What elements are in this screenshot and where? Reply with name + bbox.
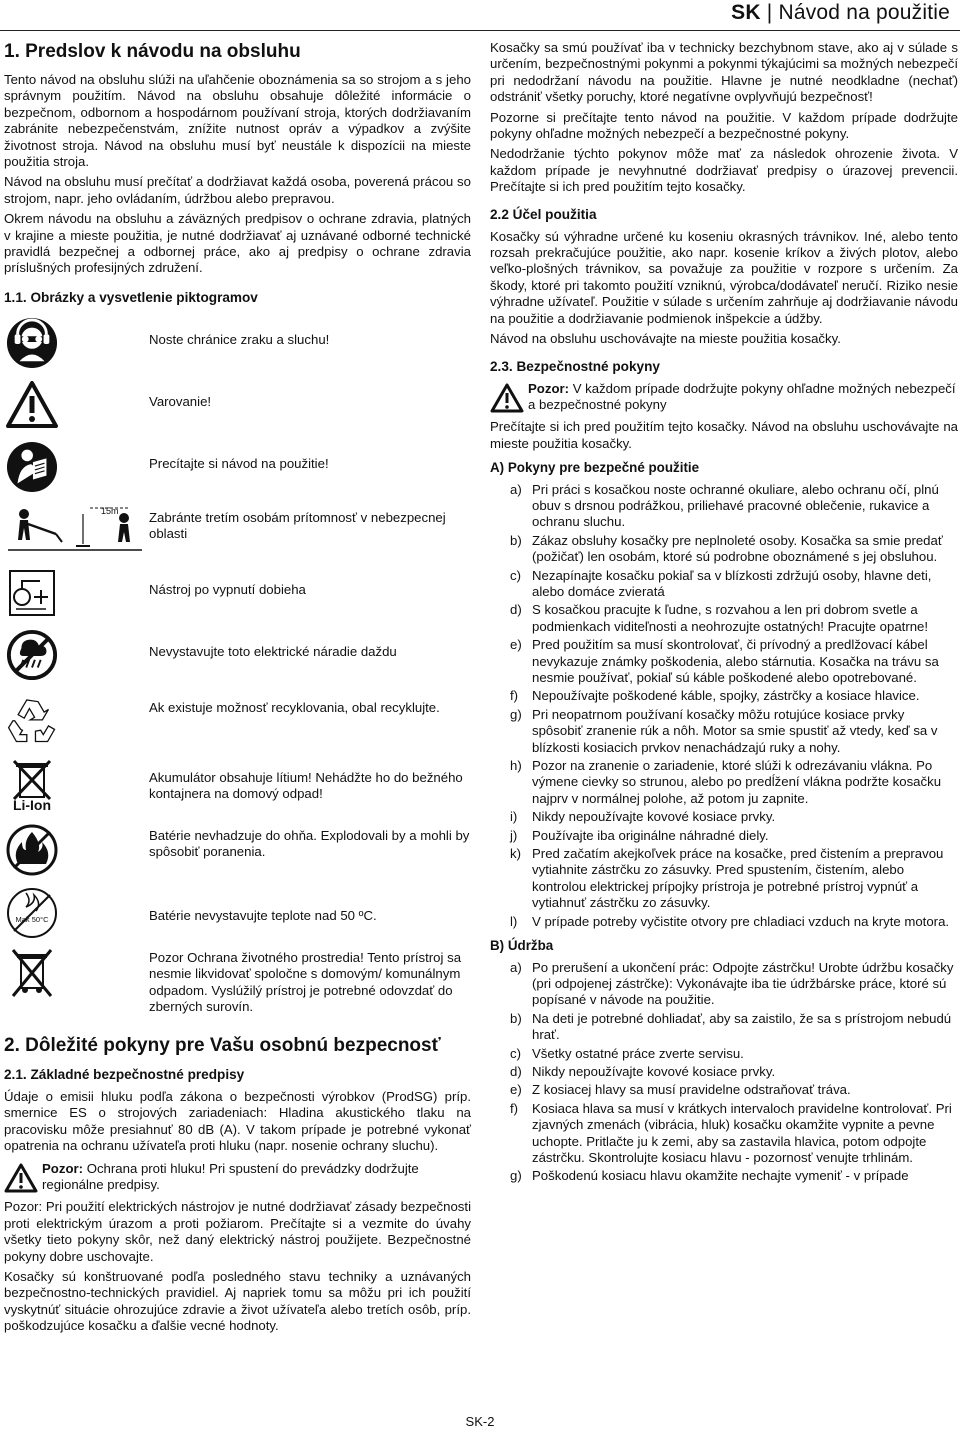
paragraph: Tento návod na obsluhu slúži na uľahčenie oboznámenia sa so strojom a s jeho správnym použitím. Návod na obsluhu obsahuje dôležité informácie o bezpečnom, odbornom a hospodárnom používaní stroja, ktorých dodržiavaním zabránite nebezpečenstvám, znížite nutnost opráv a výpadkov a zvýšite životnost stroja. Návod na obsluhu musí byť neustále k dispozícii na mieste použitia stroja. [4, 72, 471, 170]
section-2-2-heading: 2.2 Účel použitia [490, 206, 597, 222]
pictogram-list [4, 312, 471, 1030]
warning-icon [6, 381, 58, 429]
pictogram-row [4, 882, 471, 944]
pictogram-text: Precítajte si návod na použitie! [149, 455, 329, 471]
list-a [490, 482, 958, 931]
pictogram-text: Ak existuje možnosť recyklovania, obal recyklujte. [149, 699, 440, 715]
crossed-bin-icon [6, 946, 58, 1000]
pictogram-row [4, 498, 471, 562]
list-item: c) Všetky ostatné práce zverte servisu. [510, 1045, 744, 1061]
list-item: b) Na deti je potrebné dohliadať, aby sa zaistilo, že sa s prístrojom nebudú hrať. [510, 1010, 952, 1043]
pictogram-row [4, 818, 471, 882]
keep-bystanders-away-icon [6, 500, 146, 560]
section-1-1-heading: 1.1. Obrázky a vysvetlenie piktogramov [4, 289, 258, 305]
tool-runs-on-icon [6, 567, 58, 619]
list-item: c) Nezapínajte kosačku pokiaľ sa v blízkosti zdržujú osoby, hlavne deti, alebo domáce zvieratá [510, 567, 932, 599]
header-title: Návod na použitie [778, 1, 950, 24]
pictogram-row [4, 436, 471, 498]
list-item: g) Poškodenú kosiacu hlavu okamžite nechajte vymeniť - v prípade [510, 1168, 909, 1184]
list-item: l) V prípade potreby vyčistite otvory pre chladiaci vzduch na kryte motora. [510, 913, 950, 929]
no-rain-icon [6, 628, 58, 682]
header-separator: | [766, 1, 773, 24]
pictogram-row [4, 752, 471, 818]
pictogram-row [4, 944, 471, 1030]
section-2-heading: 2. Dôležité pokyny pre Vašu osobnú bezpecnosť [4, 1034, 441, 1056]
pictogram-row [4, 374, 471, 436]
max-temp-icon [6, 887, 58, 939]
pictogram-row [4, 312, 471, 374]
warning-icon [490, 383, 524, 413]
paragraph: Pozor: Pri použití elektrických nástrojov je nutné dodržiavať zásady bezpečnosti proti elektrickým úrazom a proti požiarom. Prečítajte si a vezmite do úvahy všetky tieto pokyny skôr, než daný elektrický nástroj použijete. Bezpečnostné pokyny dobre uschovajte. [4, 1199, 471, 1264]
page-header [731, 0, 950, 30]
svg-text:15m: 15m [101, 505, 119, 516]
warning-text: V každom prípade dodržujte pokyny ohľadne možných nebezpečí a bezpečnostné pokyny [528, 380, 956, 412]
read-manual-icon [6, 440, 58, 494]
header-divider [0, 30, 960, 31]
pictogram-text: Akumulátor obsahuje lítium! Nehádžte ho do bežného kontajnera na domový odpad! [149, 769, 463, 802]
pictogram-text: Nevystavujte toto elektrické náradie daždu [149, 643, 397, 659]
list-item: k) Pred začatím akejkoľvek práce na kosačke, pred čistením a prepravou vytiahnite zástrčku zo zásuvky. Pred spustením, čistením, alebo kontrolou elektrickej prípojky prístroja je potrebné prístroj vypnúť a vytiahnuť zástrčku zo zásuvky. [510, 846, 944, 911]
list-item: e) Pred použitím sa musí skontrolovať, či prívodný a predlžovací kábel nevykazuje známky poškodenia, alebo stárnutia. Kosačka na trávu sa nesmie používať, pokiaľ sú káble poškodené alebo opotrebované. [510, 637, 939, 685]
pictogram-text: Batérie nevystavujte teplote nad 50 ºC. [149, 907, 377, 923]
list-item: a) Po prerušení a ukončení prác: Odpojte zástrčku! Urobte údržbu kosačky (pri odpojenej zástrčke): Vykonávajte iba tie údržbárske práce, ktoré sú popísané v návode na použitie. [510, 959, 954, 1008]
pictogram-row [4, 686, 471, 752]
warning-label: Pozor: [42, 1160, 84, 1176]
list-item: e) Z kosiacej hlavy sa musí pravidelne odstraňovať tráva. [510, 1082, 851, 1098]
pictogram-row [4, 624, 471, 686]
page-number: SK-2 [465, 1414, 495, 1429]
warning-label: Pozor: [528, 380, 570, 396]
paragraph: Kosačky sú konštruované podľa posledného stavu techniky a uznávaných bezpečnostno-technických pravidiel. Aj napriek tomu sa môžu pri ich použití vyskytnúť situácie ohrozujúce zdravie a život užívateľa alebo tretích osôb, príp. poškodzujúce kosačku a ďalšie vecné hodnoty. [4, 1268, 471, 1334]
paragraph: Údaje o emisii hluku podľa zákona o bezpečnosti výrobkov (ProdSG) príp. smernice ES o strojových zariadeniach: Hladina akustického tlaku na pracovisku môže presiahnuť 80 dB (A). V takom prípade je potrebné vykonať opatrenia na ochranu užívateľa proti hluku (napr. nosenie ochrany sluchu). [4, 1088, 471, 1154]
section-1-heading: 1. Predslov k návodu na obsluhu [4, 41, 301, 62]
subsection-a-heading: A) Pokyny pre bezpečné použitie [490, 460, 700, 476]
list-item: d) S kosačkou pracujte k ľudne, s rozvahou a len pri dobrom svetle a podmienkach viditeľnosti a neohrozujte ostatných! Pracujte opatrne! [510, 602, 929, 634]
paragraph: Návod na obsluhu uschovávajte na mieste použitia kosačky. [490, 331, 841, 347]
paragraph: Kosačky sú výhradne určené ku koseniu okrasných trávnikov. Iné, alebo tento rozsah prekračujúce použitie, ako napr. kosenie kríkov a živých plotov, alebo veľko-plošných trávnikov, sa považuje za použitie v rozpore s určením. Za škody, ktoré pri takomto použití vzniknú, výrobca/dodávateľ neručí. Riziko nesie výhradne užívateľ. Použitie v súlade s určením zahrňuje aj dodržiavanie návodu na použitie a dodržiavanie podmienok inšpekcie a údžby. [490, 228, 958, 326]
pictogram-text: Noste chránice zraku a sluchu! [149, 331, 330, 347]
paragraph: Kosačky sa smú používať iba v technicky bezchybnom stave, ako aj v súlade s určením, bezpečnostnými pokynmi a pokynmi týkajúcimi sa možných nebezpečí pri nedodržaní návodu na použitie. Hlavne je nutné neodkladne (nechať) odstrániť všetky poruchy, ktoré negatívne ovplyvňujú bezpečnosť! [490, 40, 958, 105]
pictogram-text: Pozor Ochrana životného prostredia! Tento prístroj sa nesmie likvidovať spoločne s domovým/ komunálnym odpadom. Vyslúžilý prístroj je potrebné odovzdať do zberných surovín. [149, 949, 462, 1015]
max-temp-label: Mak 50°C [15, 914, 49, 924]
subsection-b-heading: B) Údržba [490, 938, 554, 954]
ear-eye-protection-icon [6, 316, 58, 370]
pictogram-text: Batérie nevhadzuje do ohňa. Explodovali by a mohli by spôsobiť poranenia. [149, 827, 470, 860]
li-ion-bin-icon [6, 757, 58, 813]
paragraph: Nedodržanie týchto pokynov môže mať za následok ohrozenie života. V každom prípade je nevyhnutné dodržiavať predpisy o úrazovej prevencii. Prečítajte si ich pred použitím tejto kosačky. [490, 146, 958, 195]
right-column [490, 40, 958, 1187]
pictogram-row [4, 562, 471, 624]
list-item: f) Kosiaca hlava sa musí v krátkych intervaloch pravidelne kontrolovať. Pri zjavných zmenách (vibrácia, hluk) kosačku okamžite vypnite a pevne uchopte. Pritlačte ju k zemi, aby sa zastavila hlavica, potom odpojte zástrčku. Skontrolujte kosiacu hlavu - pozornosť venujte trhlinám. [510, 1100, 952, 1165]
list-item: f) Nepoužívajte poškodené káble, spojky, zástrčky a kosiace hlavice. [510, 688, 920, 704]
paragraph: Okrem návodu na obsluhu a záväzných predpisov o ochrane zdravia, platných v krajine a mieste použitia, je nutné dodržiavať aj uznávané odborné technické pravidlá bezpečnej a odbornej práce, ako aj predpisy o ochrane zdravia príslušných profesijných združení. [4, 211, 471, 276]
left-column [4, 40, 471, 1339]
paragraph: Prečítajte si ich pred použitím tejto kosačky. Návod na obsluhu uschovávajte na mieste použitia kosačky. [490, 419, 958, 451]
section-2-3-heading: 2.3. Bezpečnostné pokyny [490, 358, 660, 374]
pictogram-text: Nástroj po vypnutí dobieha [149, 581, 306, 597]
noise-warning [4, 1161, 471, 1194]
list-item: h) Pozor na zranenie o zariadenie, ktoré slúži k odrezávaniu vlákna. Po výmene cievky so strunou, alebo po predĺžení vlákna podržte kosačku najprv v normálnej polohe, až potom ju zapnite. [510, 758, 942, 806]
list-item: g) Pri neopatrnom používaní kosačky môžu rotujúce kosiace prvky spôsobiť zranenie rúk a nôh. Motor sa smie spustiť až vtedy, keď sa v blízkosti kosiacich prvkov nenachádzajú ruky a nohy. [510, 706, 938, 755]
safety-warning [490, 381, 958, 414]
language-code: SK [731, 1, 761, 24]
warning-text: Ochrana proti hluku! Pri spustení do prevádzky dodržujte regionálne predpisy. [42, 1160, 419, 1192]
list-item: d) Nikdy nepoužívajte kovové kosiace prvky. [510, 1063, 776, 1079]
pictogram-text: Varovanie! [149, 393, 212, 409]
list-item: b) Zákaz obsluhy kosačky pre neplnoleté osoby. Kosačka sa smie predať (požičať) len osobám, ktoré sú podrobne oboznámené s jej obsluhou. [510, 532, 943, 565]
warning-icon [4, 1163, 38, 1193]
list-item: i) Nikdy nepoužívajte kovové kosiace prvky. [510, 809, 776, 825]
paragraph: Návod na obsluhu musí prečítať a dodržiavat každá osoba, poverená prácou so strojom, napr. jeho ovládaním, údržbou alebo prepravou. [4, 174, 471, 206]
li-ion-label: Li-Ion [12, 796, 52, 813]
section-2-1-heading: 2.1. Základné bezpečnostné predpisy [4, 1066, 245, 1082]
list-item: a) Pri práci s kosačkou noste ochranné okuliare, alebo ochranu očí, plnú obuv s drsnou podrážkou, priliehavé pracovné oblečenie, rukavice a ochranu sluchu. [510, 481, 939, 530]
recycle-icon [6, 691, 58, 747]
list-item: j) Používajte iba originálne náhradné diely. [510, 827, 769, 843]
fire-icon [6, 824, 58, 876]
paragraph: Pozorne si prečítajte tento návod na použitie. V každom prípade dodržujte pokyny ohľadne možných nebezpečí a bezpečnostné pokyny. [490, 109, 958, 142]
pictogram-text: Zabránte tretím osobám prítomnosť v nebezpecnej oblasti [149, 509, 446, 542]
list-b [490, 960, 958, 1185]
